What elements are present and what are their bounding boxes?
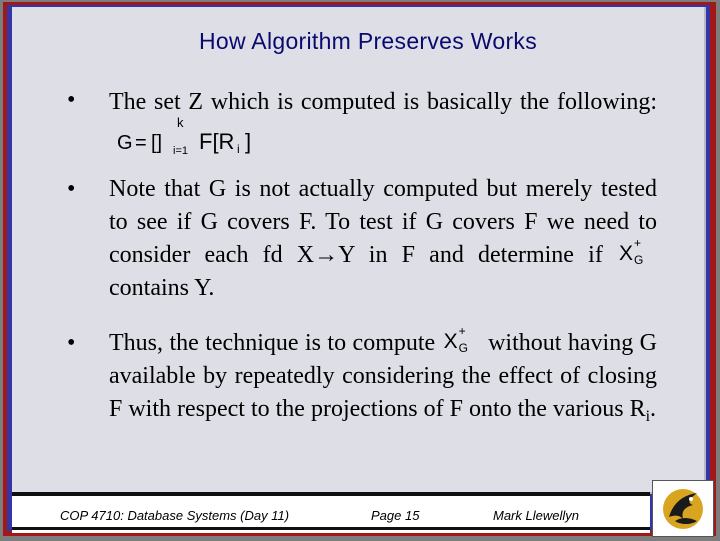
footer-page-number: Page 15 xyxy=(371,508,420,523)
ucf-pegasus-logo-icon xyxy=(652,480,714,537)
slide-content-area xyxy=(12,7,706,494)
closure-sup: + xyxy=(458,324,466,338)
decomposition-formula xyxy=(109,115,254,157)
formula-lhs: G xyxy=(117,132,133,154)
closure-x-plus-g xyxy=(442,324,482,355)
bullet-3-subscript: i xyxy=(645,408,651,425)
closure-base: X xyxy=(619,242,634,265)
bullet-marker-3: • xyxy=(67,330,76,356)
formula-lower-limit: i=1 xyxy=(173,145,188,157)
footer-course: COP 4710: Database Systems (Day 11) xyxy=(60,508,290,523)
slide-title: How Algorithm Preserves Works xyxy=(198,28,538,54)
bullet-3-text-after: without having G available by repeatedly considering the effect of closing F with respect to the projections of F onto the various R xyxy=(109,330,657,422)
footer xyxy=(12,496,650,533)
bullet-text-3 xyxy=(109,324,657,426)
bullet-marker-1: • xyxy=(67,87,76,113)
closure-sub: G xyxy=(634,253,644,267)
closure-sup: + xyxy=(634,236,642,250)
formula-close-bracket: ] xyxy=(245,129,252,154)
closure-sub: G xyxy=(458,341,468,355)
bullet-2-text-before: Note that G is not actually computed but merely tested to see if G covers F. To test if G covers F we need to consider each fd X xyxy=(109,176,657,268)
footer-bottom-rule xyxy=(12,527,650,530)
formula-upper-limit: k xyxy=(177,115,184,130)
bullet-text-1 xyxy=(109,86,657,156)
bullet-1-text: The set Z which is computed is basically the following: xyxy=(109,89,657,115)
bullet-3-text-end: . xyxy=(650,396,657,422)
closure-base: X xyxy=(443,330,458,353)
implies-arrow-icon: → xyxy=(314,242,339,268)
bullet-marker-2: • xyxy=(67,176,76,202)
formula-body: F[R xyxy=(199,129,235,154)
formula-operator: [] xyxy=(151,132,163,154)
bullet-3-text-before: Thus, the technique is to compute xyxy=(109,330,442,356)
closure-x-plus-g xyxy=(617,236,657,267)
formula-equals: = xyxy=(135,132,147,154)
footer-author: Mark Llewellyn xyxy=(493,508,579,523)
formula-subscript: i xyxy=(237,142,240,156)
bullet-2-text-middle: Y in F and determine if xyxy=(338,242,617,268)
bullet-2-text-after: contains Y. xyxy=(109,275,215,301)
bullet-text-2 xyxy=(109,173,657,305)
